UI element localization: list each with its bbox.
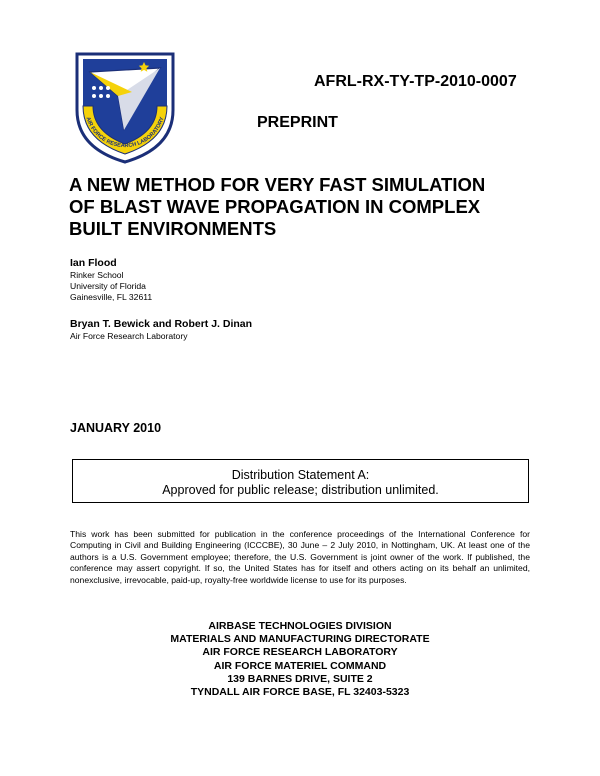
address-line: 139 BARNES DRIVE, SUITE 2	[227, 672, 373, 685]
afrl-shield-emblem-icon	[72, 48, 178, 166]
author-block	[70, 318, 252, 342]
distribution-title: Distribution Statement A:	[231, 468, 370, 482]
publication-date: JANUARY 2010	[70, 421, 162, 435]
author-name: Ian Flood	[70, 257, 117, 269]
author-affiliation: Air Force Research Laboratory	[70, 331, 188, 341]
title-line: OF BLAST WAVE PROPAGATION IN COMPLEX	[69, 196, 481, 217]
copyright-notice: This work has been submitted for publication in the conference proceedings of the International Conference for Computing in Civil and Building Engineering (ICCCBE), 30 June – 2 July 2010, in Nottingham, UK. At least one of the authors is a U.S. Government employee; therefore, the U.S. Government is joint owner of the work. If published, the conference may assert copyright. If so, the United States has for itself and others acting on its behalf an unlimited, nonexclusive, irrevocable, paid-up, royalty-free worldwide license to use for its purposes.	[70, 529, 530, 585]
author-affiliation: University of Florida	[70, 281, 146, 291]
address-block	[70, 620, 530, 699]
address-line: AIR FORCE RESEARCH LABORATORY	[202, 646, 398, 659]
report-number: AFRL-RX-TY-TP-2010-0007	[314, 73, 517, 90]
author-block	[70, 257, 152, 303]
document-title	[69, 174, 539, 240]
address-line: AIR FORCE MATERIEL COMMAND	[213, 659, 387, 672]
logo-ring-text: AIR FORCE RESEARCH LABORATORY	[84, 116, 166, 150]
distribution-text: Approved for public release; distribution unlimited.	[162, 483, 439, 497]
preprint-label: PREPRINT	[257, 114, 338, 131]
author-name: Bryan T. Bewick and Robert J. Dinan	[70, 318, 253, 330]
author-affiliation: Gainesville, FL 32611	[70, 292, 153, 302]
address-line: MATERIALS AND MANUFACTURING DIRECTORATE	[170, 633, 430, 646]
address-line: AIRBASE TECHNOLOGIES DIVISION	[208, 620, 392, 632]
title-line: BUILT ENVIRONMENTS	[69, 218, 277, 239]
distribution-statement-box	[72, 459, 529, 503]
author-affiliation: Rinker School	[70, 270, 124, 280]
title-line: A NEW METHOD FOR VERY FAST SIMULATION	[69, 174, 486, 195]
address-line: TYNDALL AIR FORCE BASE, FL 32403-5323	[190, 686, 410, 699]
